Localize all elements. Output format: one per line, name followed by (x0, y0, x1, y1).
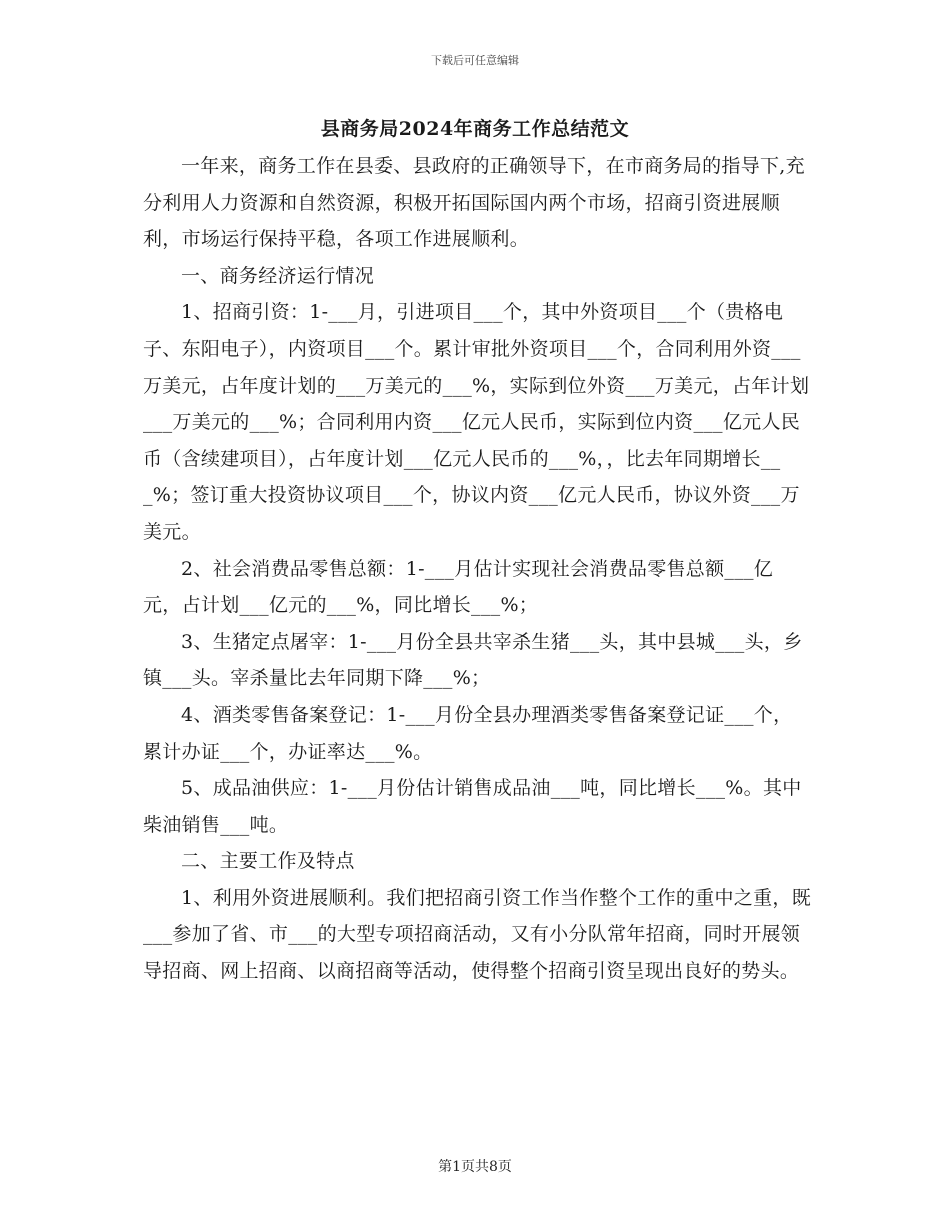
section-heading-2: 二、主要工作及特点 (181, 850, 355, 873)
document-body (143, 148, 811, 990)
paragraph-oil-supply: 5、成品油供应：1-___月份估计销售成品油___吨，同比增长___%。其中柴油销售___吨。 (143, 777, 802, 836)
paragraph-foreign-investment: 1、利用外资进展顺利。我们把招商引资工作当作整个工作的重中之重，既___参加了省、市___的大型专项招商活动，又有小分队常年招商，同时开展领导招商、网上招商、以商招商等活动，使得整个招商引资呈现出良好的势头。 (143, 886, 811, 983)
paragraph-intro: 一年来，商务工作在县委、县政府的正确领导下，在市商务局的指导下,充分利用人力资源和自然资源，积极开拓国际国内两个市场，招商引资进展顺利，市场运行保持平稳，各项工作进展顺利。 (143, 155, 805, 251)
paragraph-investment: 1、招商引资：1-___月，引进项目___个，其中外资项目___个（贵格电子、东阳电子），内资项目___个。累计审批外资项目___个，合同利用外资___万美元，占年度计划的___万美元的___%，实际到位外资___万美元，占年计划___万美元的___%；合同利用内资___亿元人民币，实际到位内资___亿元人民币（含续建项目），占年度计划___亿元人民币的___%，，比去年同期增长___%；签订重大投资协议项目___个，协议内资___亿元人民币，协议外资___万美元。 (143, 301, 810, 543)
document-title: 县商务局2024年商务工作总结范文 (320, 118, 630, 140)
page-header-note: 下载后可任意编辑 (431, 54, 519, 67)
paragraph-retail-sales: 2、社会消费品零售总额：1-___月估计实现社会消费品零售总额___亿元，占计划___亿元的___%，同比增长___%； (143, 557, 774, 617)
section-heading-1: 一、商务经济运行情况 (181, 264, 375, 287)
page-number: 第1页共8页 (438, 1159, 512, 1175)
paragraph-liquor-registration: 4、酒类零售备案登记：1-___月份全县办理酒类零售备案登记证___个，累计办证___个，办证率达___%。 (143, 703, 793, 763)
paragraph-pig-slaughter: 3、生猪定点屠宰：1-___月份全县共宰杀生猪___头，其中县城___头，乡镇___头。宰杀量比去年同期下降___%； (143, 630, 803, 690)
